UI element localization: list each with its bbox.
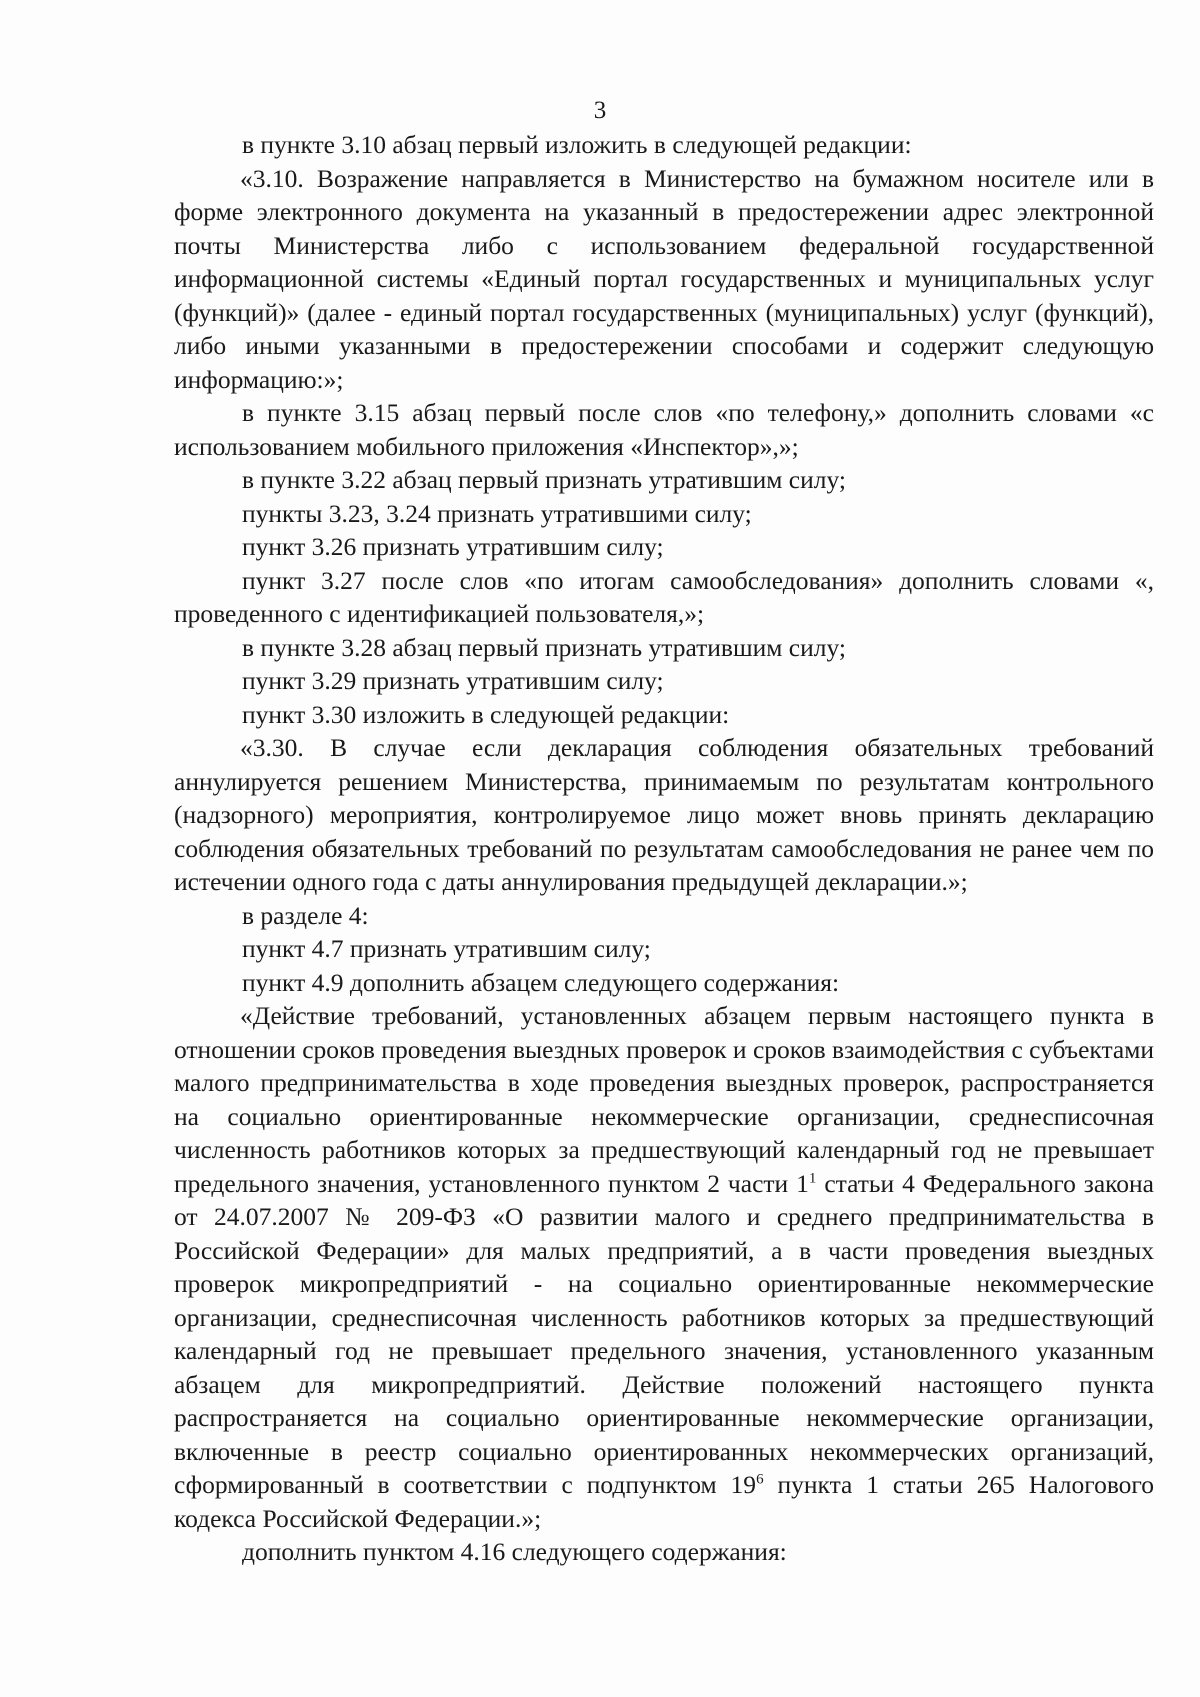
paragraph-4-9-intro: пункт 4.9 дополнить абзацем следующего содержания: [242,967,840,997]
paragraph-4-9-part2: статьи 4 Федерального закона от 24.07.2007 № 209-ФЗ «О развитии малого и среднего предпринимательства в Российской Федерации» для малых предприятий, а в части проведения выездных проверок микропредприятий - на социально ориентированные некоммерческие организации, среднесписочная численность работников которых за предшествующий календарный год не превышает предельного значения, установленного указанным абзацем для микропредприятий. Действие положений настоящего пункта распространяется на социально ориентированные некоммерческие организации, включенные в реестр социально ориентированных некоммерческих организаций, сформированный в соответствии с подпунктом 19 [174,1168,1154,1499]
paragraph-4-9-part1: «Действие требований, установленных абзацем первым настоящего пункта в отношении сроков проведения выездных проверок и сроков взаимодействия с субъектами малого предпринимательства в ходе проведения выездных проверок, распространяется на социально ориентированные некоммерческие организации, среднесписочная численность работников которых за предшествующий календарный год не превышает предельного значения, установленного пунктом 2 части 1 [174,1001,1154,1198]
paragraph-3-23-3-24: пункты 3.23, 3.24 признать утратившими силу; [242,498,752,528]
paragraph-3-29: пункт 3.29 признать утратившим силу; [242,666,664,695]
paragraph-3-22: в пункте 3.22 абзац первый признать утратившим силу; [242,465,846,494]
paragraph-4-9-part3: пункта 1 статьи 265 Налогового кодекса Российской Федерации.»; [174,1470,1155,1533]
document-body [174,128,1154,1569]
paragraph-3-15: в пункте 3.15 абзац первый после слов «по телефону,» дополнить словами «с использованием мобильного приложения «Инспектор»,»; [174,398,1154,461]
superscript-6: 6 [756,1471,764,1488]
paragraph-3-10-text: «3.10. Возражение направляется в Министерство на бумажном носителе или в форме электронного документа на указанный в предостережении адрес электронной почты Министерства либо с использованием федеральной государственной информационной системы «Единый портал государственных и муниципальных услуг (функций)» (далее - единый портал государственных (муниципальных) услуг (функций), либо иными указанными в предостережении способами и содержит следующую информацию:»; [174,163,1154,394]
paragraph-3-30-text: «3.30. В случае если декларация соблюдения обязательных требований аннулируется решением Министерства, принимаемым по результатам контрольного (надзорного) мероприятия, контролируемое лицо может вновь принять декларацию соблюдения обязательных требований по результатам самообследования не ранее чем по истечении одного года с даты аннулирования предыдущей декларации.»; [174,733,1154,896]
paragraph-4-7: пункт 4.7 признать утратившим силу; [242,934,651,963]
paragraph-section-4: в разделе 4: [242,900,369,930]
paragraph-3-10-intro: в пункте 3.10 абзац первый изложить в следующей редакции: [242,130,912,159]
paragraph-3-27: пункт 3.27 после слов «по итогам самообследования» дополнить словами «, проведенного с идентификацией пользователя,»; [174,565,1154,628]
paragraph-3-28: в пункте 3.28 абзац первый признать утратившим силу; [242,632,846,662]
superscript-1: 1 [808,1170,817,1186]
paragraph-4-9-text [174,999,1154,1535]
page-number: 3 [593,97,607,124]
paragraph-4-16-intro: дополнить пунктом 4.16 следующего содержания: [242,1537,787,1566]
paragraph-3-26: пункт 3.26 признать утратившим силу; [242,532,664,561]
paragraph-3-30-intro: пункт 3.30 изложить в следующей редакции: [242,699,730,729]
